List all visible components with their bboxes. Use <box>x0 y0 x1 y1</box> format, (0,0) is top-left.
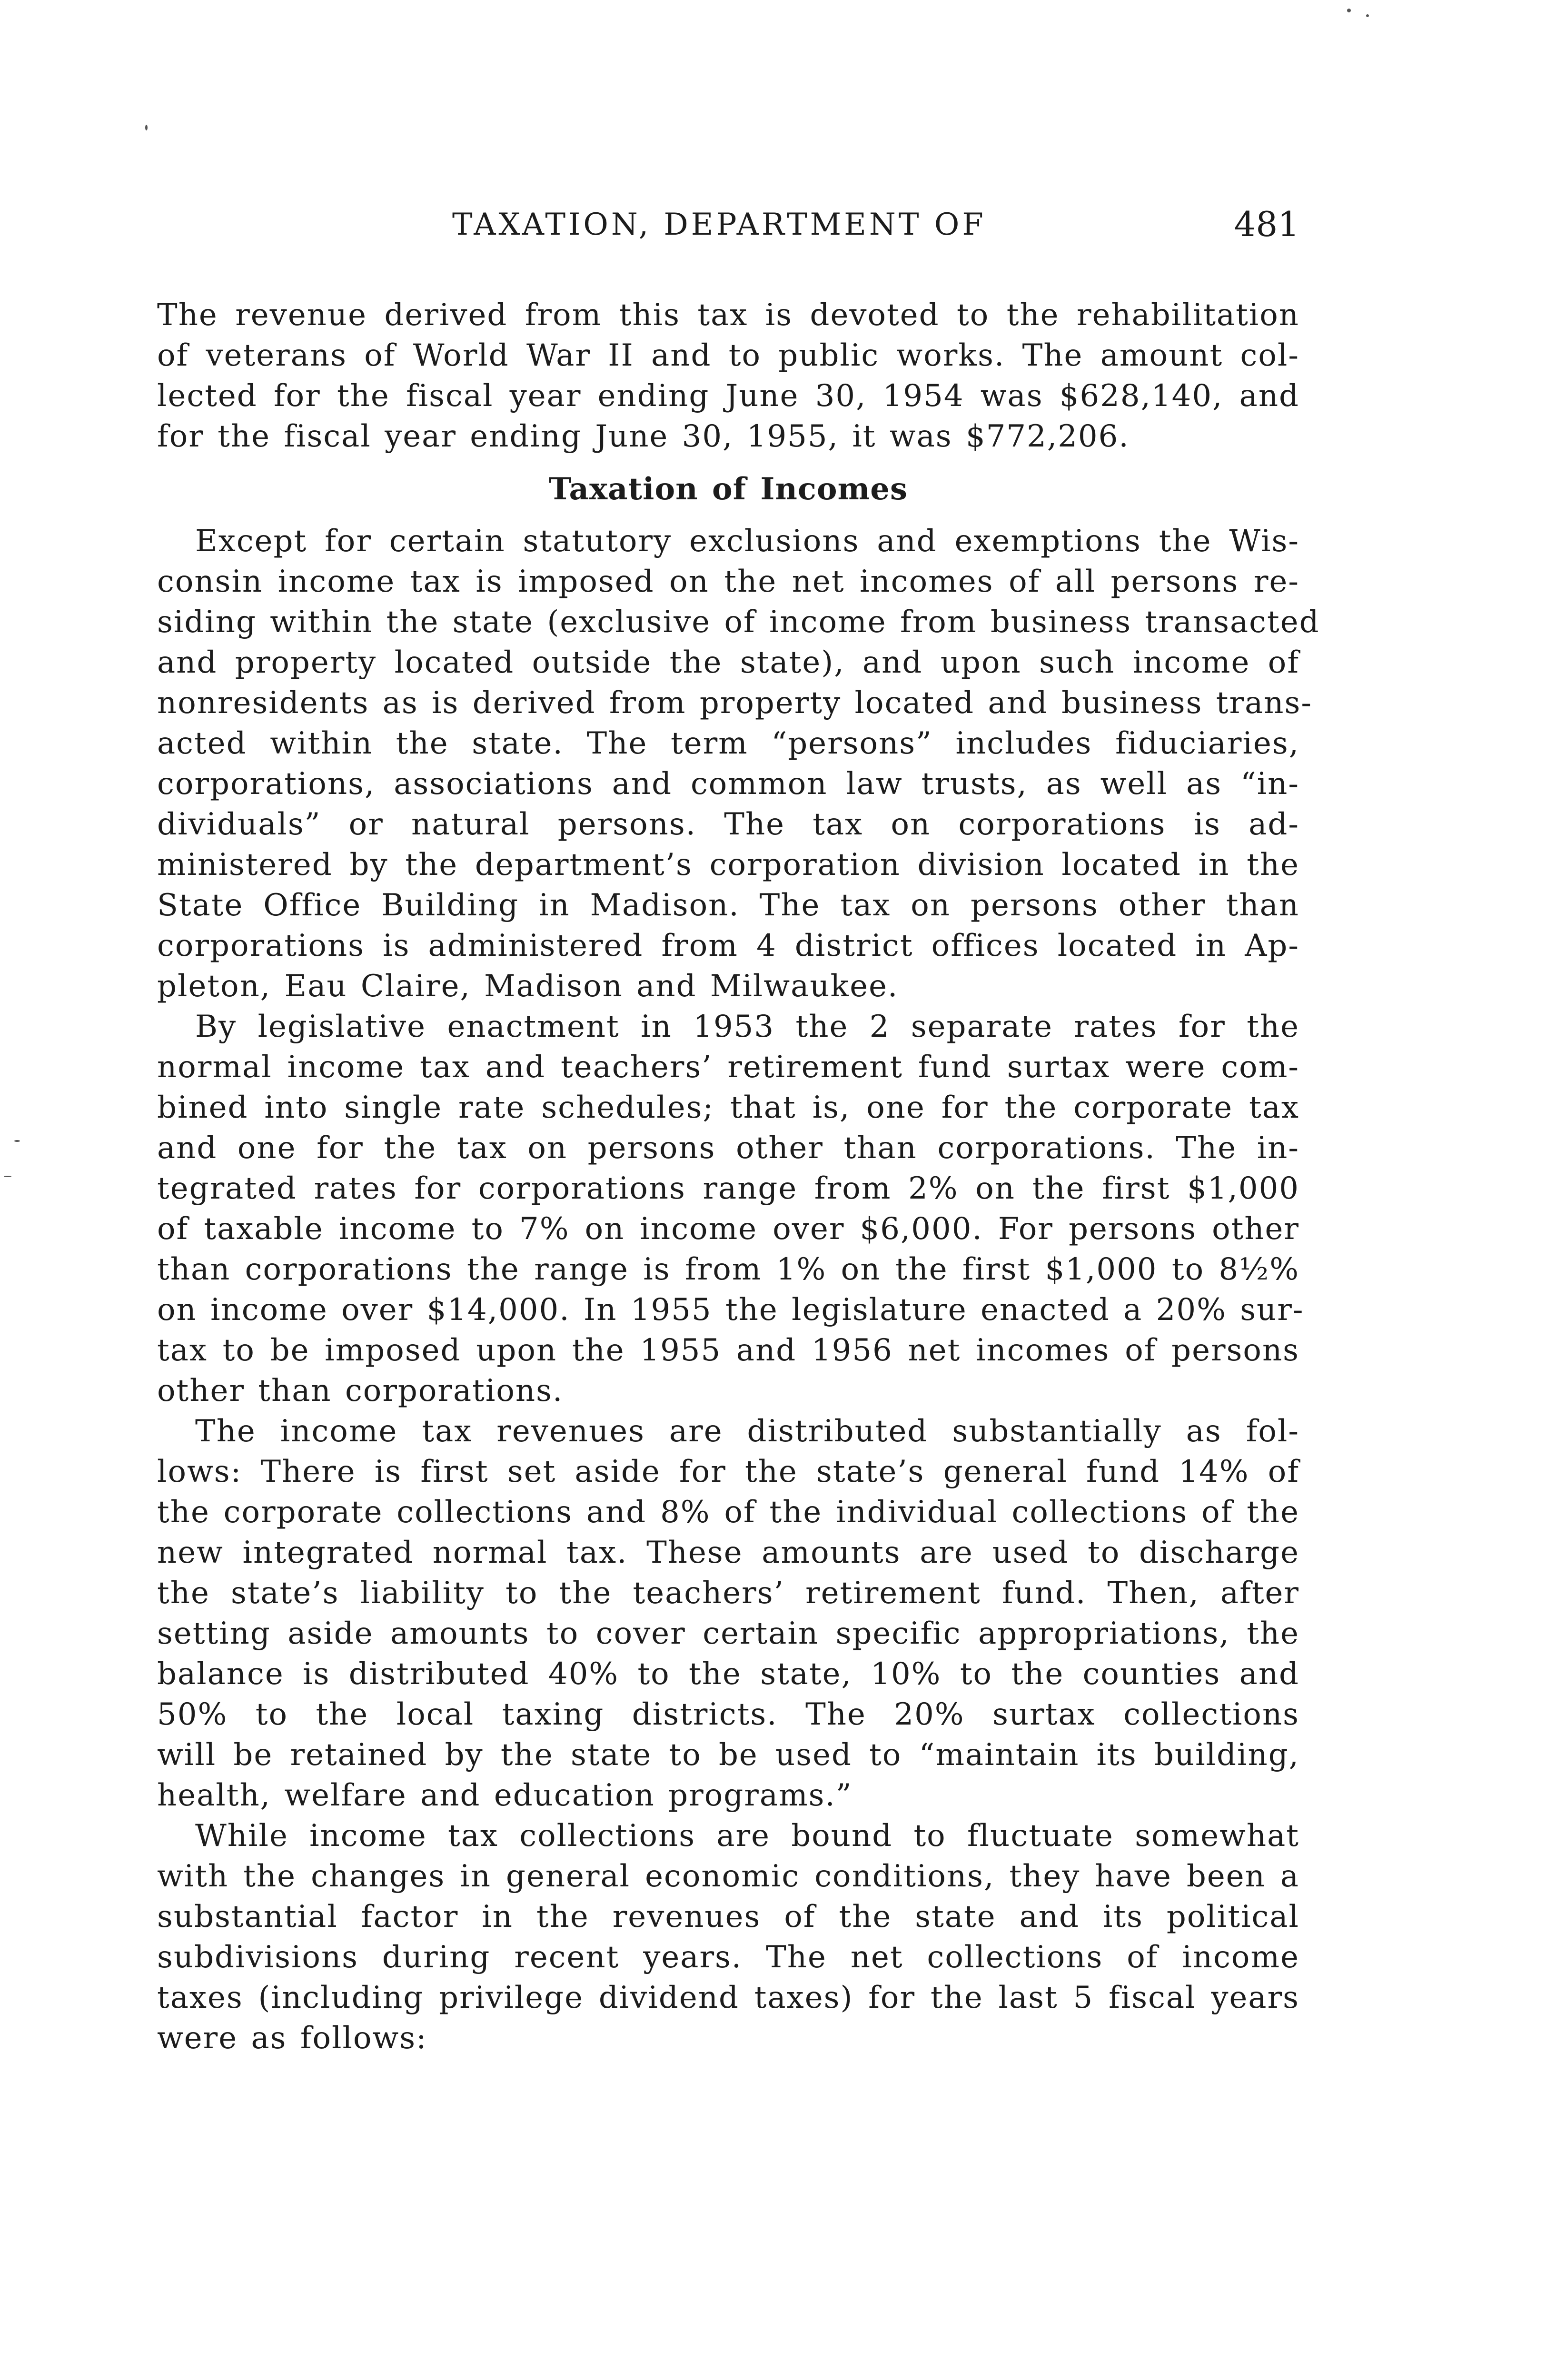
text-line: The revenue derived from this tax is devoted to the rehabilitation <box>157 298 1299 333</box>
text-line: ministered by the department’s corporation division located in the <box>157 847 1299 883</box>
text-line: Except for certain statutory exclusions and exemptions the Wis- <box>195 524 1299 559</box>
text-line: with the changes in general economic conditions, they have been a <box>157 1859 1299 1894</box>
text-line: and one for the tax on persons other than corporations. The in- <box>157 1130 1299 1166</box>
text-line: corporations, associations and common law trusts, as well as “in- <box>157 766 1299 802</box>
section-heading: Taxation of Incomes <box>548 471 908 507</box>
running-header <box>157 204 1299 250</box>
text-line: bined into single rate schedules; that is, one for the corporate tax <box>157 1090 1299 1125</box>
text-line: dividuals” or natural persons. The tax on corporations is ad- <box>157 807 1299 842</box>
paragraph-revenue-distribution <box>157 1411 1299 1816</box>
text-line: siding within the state (exclusive of income from business transacted <box>157 605 1320 640</box>
text-line: the state’s liability to the teachers’ retirement fund. Then, after <box>157 1576 1299 1611</box>
text-line: health, welfare and education programs.” <box>157 1778 852 1813</box>
text-line: corporations is administered from 4 district offices located in Ap- <box>157 928 1299 963</box>
text-line: consin income tax is imposed on the net incomes of all persons re- <box>157 564 1299 599</box>
paragraph-collections <box>157 1816 1299 2059</box>
text-line: and property located outside the state), and upon such income of <box>157 645 1299 680</box>
scan-speck <box>145 125 148 130</box>
text-line: for the fiscal year ending June 30, 1955, it was $772,206. <box>157 419 1130 454</box>
text-line: taxes (including privilege dividend taxes) for the last 5 fiscal years <box>157 1980 1299 2015</box>
text-line: pleton, Eau Claire, Madison and Milwaukee. <box>157 969 899 1004</box>
scan-speck <box>1366 14 1369 17</box>
scan-speck <box>1347 9 1351 12</box>
text-line: 50% to the local taxing districts. The 20% surtax collections <box>157 1697 1299 1732</box>
text-line: The income tax revenues are distributed substantially as fol- <box>195 1414 1299 1449</box>
text-line: setting aside amounts to cover certain specific appropriations, the <box>157 1616 1299 1651</box>
text-line: subdivisions during recent years. The net collections of income <box>157 1940 1299 1975</box>
text-line: lows: There is first set aside for the state’s general fund 14% of <box>157 1454 1299 1489</box>
body-text <box>157 295 1320 2059</box>
text-line: By legislative enactment in 1953 the 2 separate rates for the <box>195 1009 1299 1044</box>
running-title: TAXATION, DEPARTMENT OF <box>452 207 986 242</box>
text-line: While income tax collections are bound to fluctuate somewhat <box>195 1818 1299 1854</box>
scan-speck <box>14 1140 20 1142</box>
text-line: the corporate collections and 8% of the individual collections of the <box>157 1495 1299 1530</box>
paragraph-exclusions <box>157 521 1320 1007</box>
text-line: than corporations the range is from 1% on the first $1,000 to 8½% <box>157 1252 1299 1287</box>
text-line: tegrated rates for corporations range from 2% on the first $1,000 <box>157 1171 1299 1206</box>
text-line: were as follows: <box>157 2021 427 2056</box>
text-line: nonresidents as is derived from property located and business trans- <box>157 685 1312 721</box>
text-line: on income over $14,000. In 1955 the legislature enacted a 20% sur- <box>157 1292 1304 1328</box>
intro-paragraph <box>157 295 1299 457</box>
text-line: acted within the state. The term “persons” includes fiduciaries, <box>157 726 1299 761</box>
text-line: substantial factor in the revenues of the state and its political <box>157 1899 1299 1934</box>
scan-speck <box>4 1176 11 1177</box>
text-line: State Office Building in Madison. The tax on persons other than <box>157 888 1299 923</box>
text-line: new integrated normal tax. These amounts are used to discharge <box>157 1535 1299 1570</box>
text-line: normal income tax and teachers’ retirement fund surtax were com- <box>157 1050 1299 1085</box>
page-number: 481 <box>1234 204 1299 244</box>
text-line: other than corporations. <box>157 1373 564 1408</box>
text-line: balance is distributed 40% to the state, 10% to the counties and <box>157 1656 1299 1692</box>
text-line: will be retained by the state to be used to “maintain its building, <box>157 1737 1299 1773</box>
text-line: of taxable income to 7% on income over $6,000. For persons other <box>157 1211 1299 1247</box>
text-line: tax to be imposed upon the 1955 and 1956 net incomes of persons <box>157 1333 1299 1368</box>
text-line: lected for the fiscal year ending June 30, 1954 was $628,140, and <box>157 378 1299 414</box>
paragraph-legislative-enactment <box>157 1007 1304 1411</box>
text-line: of veterans of World War II and to public works. The amount col- <box>157 338 1299 373</box>
